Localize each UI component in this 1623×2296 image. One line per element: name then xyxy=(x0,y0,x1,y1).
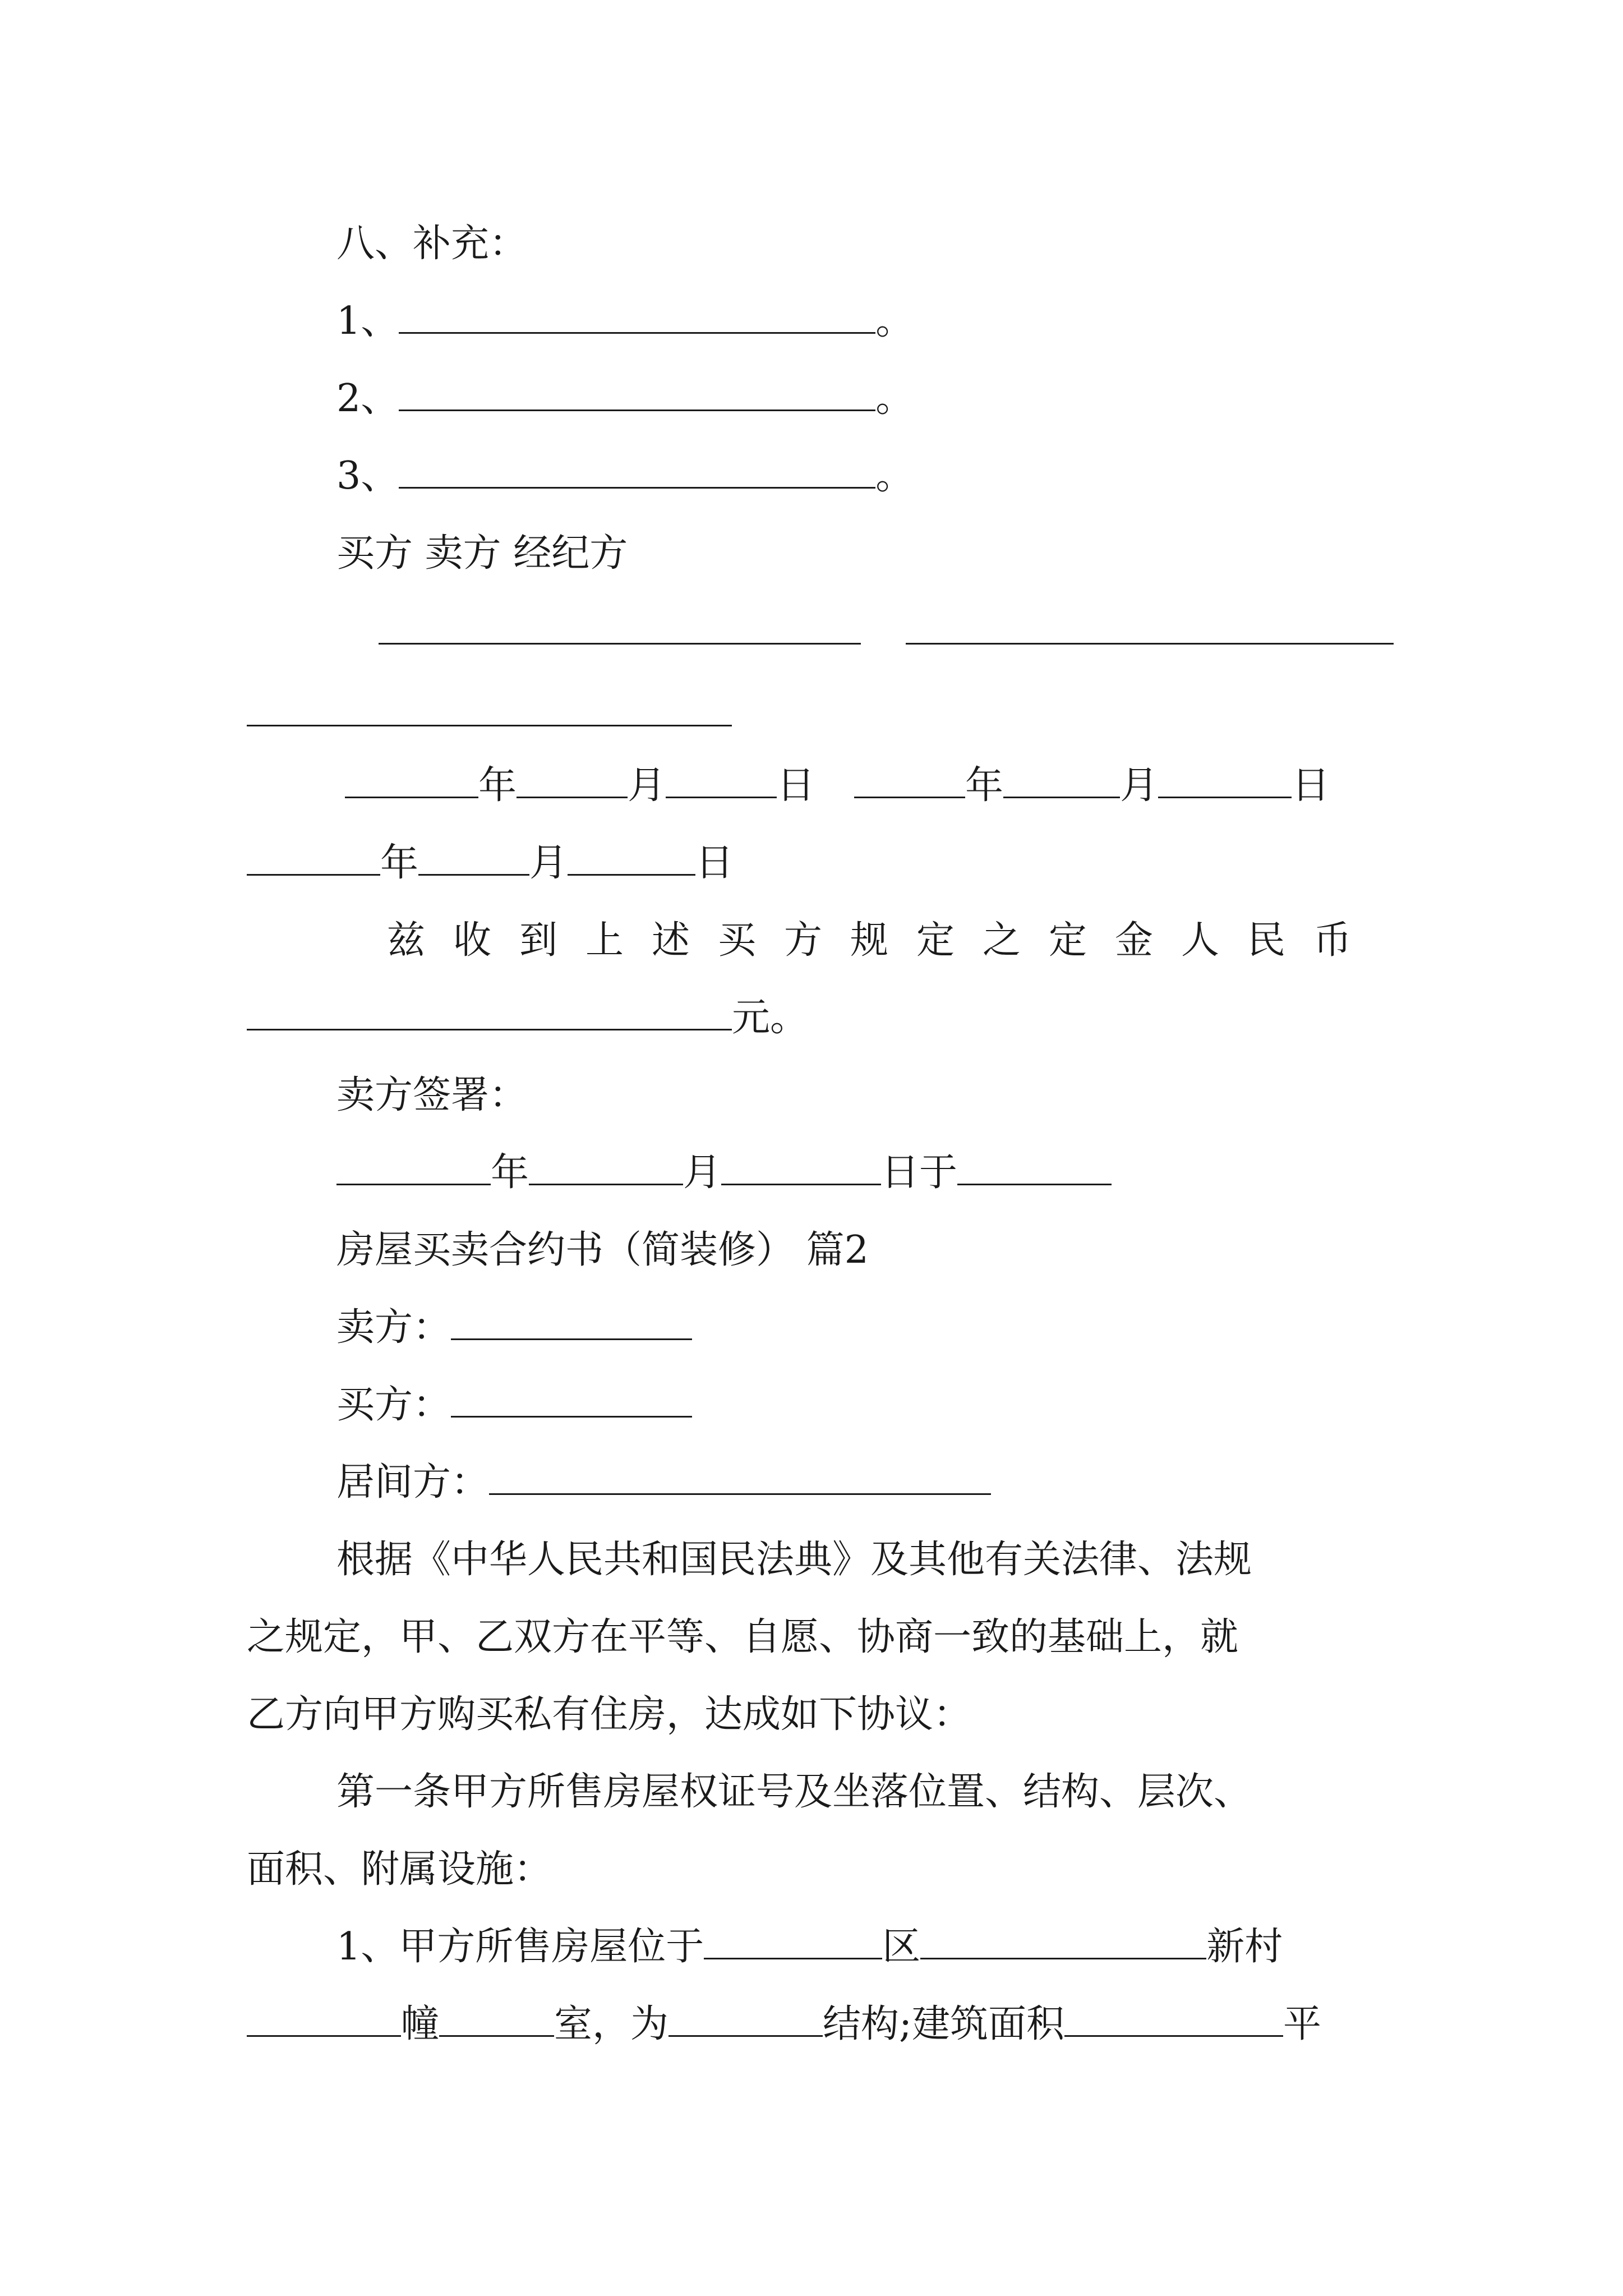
deposit-text: 兹收到上述买方规定之定金人民币 xyxy=(387,918,1380,963)
para1-line3: 乙方向甲方购买私有住房，达成如下协议： xyxy=(247,1692,972,1737)
seller-blank[interactable] xyxy=(451,1304,692,1340)
blank-line[interactable] xyxy=(399,375,875,411)
buyer-field: 买方： xyxy=(336,1380,692,1430)
agent-blank[interactable] xyxy=(489,1458,991,1495)
buyer-blank[interactable] xyxy=(451,1381,692,1418)
supplement-item-3: 3、 。 xyxy=(336,451,914,501)
seller-field: 卖方： xyxy=(336,1303,692,1353)
seller-signature-label: 卖方签署： xyxy=(336,1073,528,1117)
agent-field: 居间方： xyxy=(336,1457,991,1508)
supplement-item-1: 1、 。 xyxy=(336,296,914,347)
buyer-signature-line[interactable] xyxy=(379,643,861,645)
seller-signature-line[interactable] xyxy=(906,643,1394,645)
section-title: 房屋买卖合约书（简装修） 篇2 xyxy=(336,1228,869,1272)
article1-line2: 面积、附属设施： xyxy=(247,1847,552,1892)
blank-line[interactable] xyxy=(399,297,875,334)
seller-signature-date: 年 月 日于 xyxy=(336,1148,1112,1198)
clause1-line1: 1、甲方所售房屋位于 区 新村 xyxy=(336,1922,1283,1972)
supplement-heading: 八、补充： xyxy=(336,222,528,266)
signature-dates-row: 年 月 日 年 月 日 xyxy=(345,761,1330,811)
supplement-item-2: 2、 。 xyxy=(336,374,914,424)
article1-line1: 第一条甲方所售房屋权证号及坐落位置、结构、层次、 xyxy=(336,1770,1252,1814)
agent-signature-line[interactable] xyxy=(247,725,732,726)
clause1-line2: 幢 室，为 结构;建筑面积 平 xyxy=(247,1999,1321,2050)
para1-line1: 根据《中华人民共和国民法典》及其他有关法律、法规 xyxy=(336,1538,1252,1582)
blank-line[interactable] xyxy=(399,452,875,489)
signatories-line: 买方 卖方 经纪方 xyxy=(336,531,628,576)
para1-line2: 之规定，甲、乙双方在平等、自愿、协商一致的基础上，就 xyxy=(247,1615,1239,1659)
deposit-amount: 元。 xyxy=(247,993,808,1043)
signature-dates-row-2: 年 月 日 xyxy=(247,838,734,889)
